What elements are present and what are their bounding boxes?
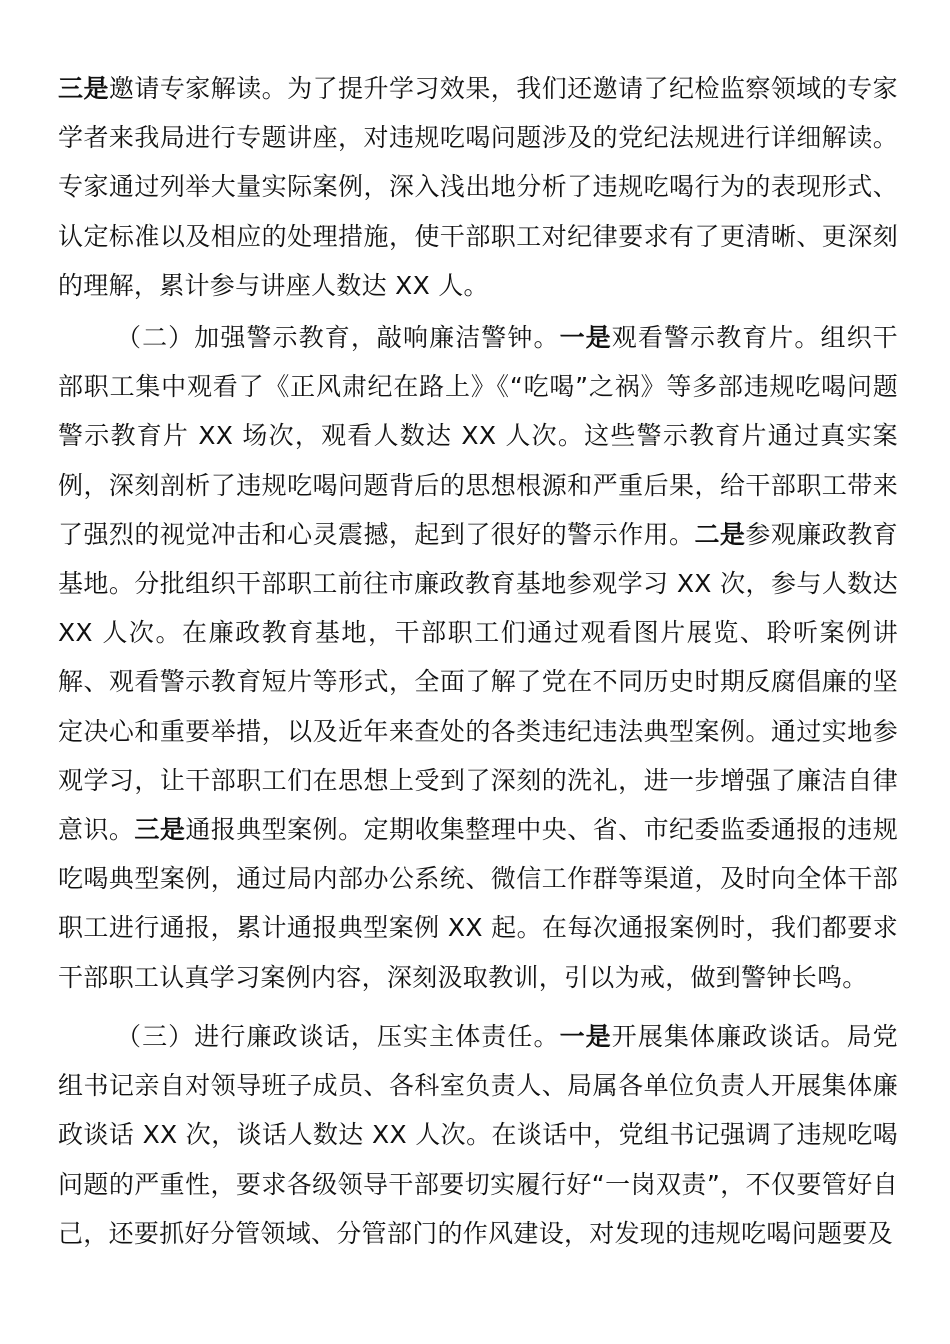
section-heading: （二）加强警示教育，敲响廉洁警钟。 xyxy=(116,323,560,352)
section-heading: （三）进行廉政谈话，压实主体责任。 xyxy=(116,1022,560,1051)
bold-marker: 三是 xyxy=(58,74,109,103)
bold-marker: 二是 xyxy=(694,519,746,549)
paragraph-warning-education xyxy=(58,313,898,1002)
paragraph-text: 观看警示教育片。组织干部职工集中观看了《正风肃纪在路上》《“吃喝”之祸》等多部违规吃喝问题警示教育片 XX 场次，观看人数达 XX 人次。这些警示教育片通过真实案例，深刻剖析了违规吃喝问题背后的思想根源和严重后果，给干部职工带来了强烈的视觉冲击和心灵震撼，起到了很好的警示作用。 xyxy=(58,323,898,549)
paragraph-text: 开展集体廉政谈话。局党组书记亲自对领导班子成员、各科室负责人、局属各单位负责人开展集体廉政谈话 XX 次，谈话人数达 XX 人次。在谈话中，党组书记强调了违规吃喝问题的严重性，要求各级领导干部要切实履行好“一岗双责”，不仅要管好自己，还要抓好分管领域、分管部门的作风建设，对发现的违规吃喝问题要及 xyxy=(58,1022,898,1248)
paragraph-text: 邀请专家解读。为了提升学习效果，我们还邀请了纪检监察领域的专家学者来我局进行专题讲座，对违规吃喝问题涉及的党纪法规进行详细解读。专家通过列举大量实际案例，深入浅出地分析了违规吃喝行为的表现形式、认定标准以及相应的处理措施，使干部职工对纪律要求有了更清晰、更深刻的理解，累计参与讲座人数达 XX 人。 xyxy=(58,74,898,300)
paragraph-integrity-talks xyxy=(58,1012,898,1258)
paragraph-text: 参观廉政教育基地。分批组织干部职工前往市廉政教育基地参观学习 XX 次，参与人数达 XX 人次。在廉政教育基地，干部职工们通过观看图片展览、聆听案例讲解、观看警示教育短片等形式，全面了解了党在不同历史时期反腐倡廉的坚定决心和重要举措，以及近年来查处的各类违纪违法典型案例。通过实地参观学习，让干部职工们在思想上受到了深刻的洗礼，进一步增强了廉洁自律意识。 xyxy=(58,519,898,845)
bold-marker: 一是 xyxy=(559,1022,612,1051)
paragraph-experts-interpretation xyxy=(58,64,898,310)
bold-marker: 三是 xyxy=(134,815,186,845)
bold-marker: 一是 xyxy=(559,323,612,352)
paragraph-text: 通报典型案例。定期收集整理中央、省、市纪委监委通报的违规吃喝典型案例，通过局内部办公系统、微信工作群等渠道，及时向全体干部职工进行通报，累计通报典型案例 XX 起。在每次通报案例时，我们都要求干部职工认真学习案例内容，深刻汲取教训，引以为戒，做到警钟长鸣。 xyxy=(58,815,898,992)
